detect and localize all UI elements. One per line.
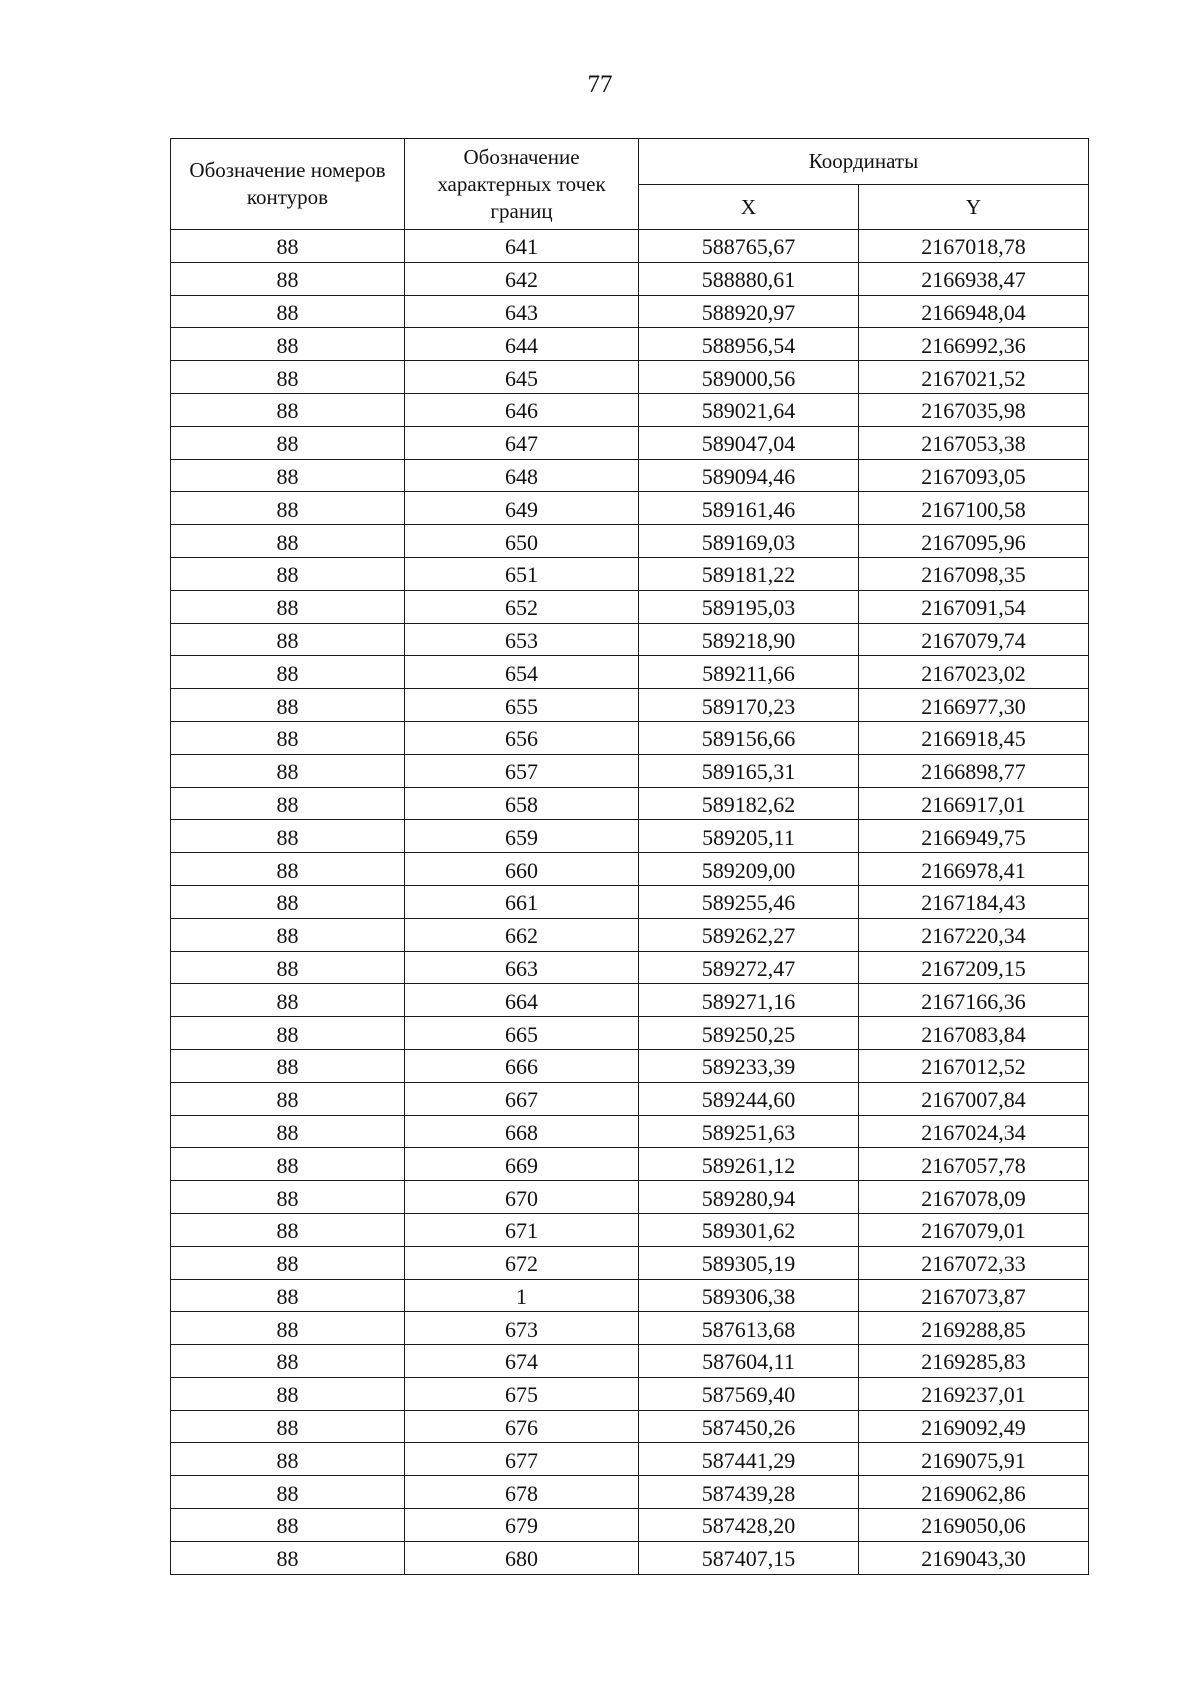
contour-number-cell: 88 [171, 1181, 405, 1214]
table-row [171, 623, 1089, 656]
table-row [171, 984, 1089, 1017]
y-coordinate-cell: 2166938,47 [859, 262, 1089, 295]
contour-number-cell: 88 [171, 1410, 405, 1443]
point-number-cell: 653 [405, 623, 639, 656]
x-coordinate-cell: 589272,47 [639, 951, 859, 984]
y-coordinate-cell: 2166918,45 [859, 721, 1089, 754]
contour-number-cell: 88 [171, 918, 405, 951]
contour-number-cell: 88 [171, 426, 405, 459]
point-number-cell: 677 [405, 1443, 639, 1476]
table-row [171, 1213, 1089, 1246]
table-row [171, 656, 1089, 689]
x-coordinate-cell: 589280,94 [639, 1181, 859, 1214]
header-y: Y [859, 185, 1089, 230]
y-coordinate-cell: 2169062,86 [859, 1476, 1089, 1509]
contour-number-cell: 88 [171, 656, 405, 689]
table-row [171, 787, 1089, 820]
point-number-cell: 658 [405, 787, 639, 820]
table-row [171, 853, 1089, 886]
point-number-cell: 663 [405, 951, 639, 984]
header-coordinates: Координаты [639, 139, 1089, 185]
x-coordinate-cell: 589182,62 [639, 787, 859, 820]
point-number-cell: 662 [405, 918, 639, 951]
point-number-cell: 657 [405, 754, 639, 787]
contour-number-cell: 88 [171, 984, 405, 1017]
table-row [171, 754, 1089, 787]
x-coordinate-cell: 587407,15 [639, 1541, 859, 1574]
point-number-cell: 672 [405, 1246, 639, 1279]
point-number-cell: 642 [405, 262, 639, 295]
y-coordinate-cell: 2169043,30 [859, 1541, 1089, 1574]
contour-number-cell: 88 [171, 754, 405, 787]
x-coordinate-cell: 588880,61 [639, 262, 859, 295]
table-row [171, 1082, 1089, 1115]
table-row [171, 1377, 1089, 1410]
contour-number-cell: 88 [171, 1017, 405, 1050]
x-coordinate-cell: 589244,60 [639, 1082, 859, 1115]
x-coordinate-cell: 589000,56 [639, 361, 859, 394]
point-number-cell: 648 [405, 459, 639, 492]
x-coordinate-cell: 589156,66 [639, 721, 859, 754]
x-coordinate-cell: 589262,27 [639, 918, 859, 951]
header-boundary-points: Обозначение характерных точек границ [405, 139, 639, 230]
contour-number-cell: 88 [171, 1279, 405, 1312]
table-row [171, 1410, 1089, 1443]
y-coordinate-cell: 2167079,74 [859, 623, 1089, 656]
y-coordinate-cell: 2167079,01 [859, 1213, 1089, 1246]
point-number-cell: 673 [405, 1312, 639, 1345]
contour-number-cell: 88 [171, 525, 405, 558]
x-coordinate-cell: 589209,00 [639, 853, 859, 886]
x-coordinate-cell: 589233,39 [639, 1049, 859, 1082]
x-coordinate-cell: 589181,22 [639, 557, 859, 590]
contour-number-cell: 88 [171, 689, 405, 722]
y-coordinate-cell: 2167057,78 [859, 1148, 1089, 1181]
x-coordinate-cell: 589169,03 [639, 525, 859, 558]
y-coordinate-cell: 2167023,02 [859, 656, 1089, 689]
contour-number-cell: 88 [171, 1082, 405, 1115]
point-number-cell: 679 [405, 1509, 639, 1542]
contour-number-cell: 88 [171, 787, 405, 820]
contour-number-cell: 88 [171, 951, 405, 984]
contour-number-cell: 88 [171, 557, 405, 590]
x-coordinate-cell: 588920,97 [639, 295, 859, 328]
table-row [171, 1049, 1089, 1082]
contour-number-cell: 88 [171, 230, 405, 263]
x-coordinate-cell: 589195,03 [639, 590, 859, 623]
table-header [171, 139, 1089, 230]
table-body [171, 230, 1089, 1575]
table-row [171, 1345, 1089, 1378]
y-coordinate-cell: 2167209,15 [859, 951, 1089, 984]
coordinates-table [170, 138, 1089, 1575]
x-coordinate-cell: 587428,20 [639, 1509, 859, 1542]
y-coordinate-cell: 2167012,52 [859, 1049, 1089, 1082]
header-x: X [639, 185, 859, 230]
point-number-cell: 644 [405, 328, 639, 361]
y-coordinate-cell: 2167098,35 [859, 557, 1089, 590]
contour-number-cell: 88 [171, 1541, 405, 1574]
point-number-cell: 659 [405, 820, 639, 853]
y-coordinate-cell: 2167078,09 [859, 1181, 1089, 1214]
contour-number-cell: 88 [171, 1246, 405, 1279]
point-number-cell: 649 [405, 492, 639, 525]
contour-number-cell: 88 [171, 853, 405, 886]
x-coordinate-cell: 588765,67 [639, 230, 859, 263]
y-coordinate-cell: 2167220,34 [859, 918, 1089, 951]
y-coordinate-cell: 2166978,41 [859, 853, 1089, 886]
x-coordinate-cell: 589301,62 [639, 1213, 859, 1246]
point-number-cell: 676 [405, 1410, 639, 1443]
y-coordinate-cell: 2166948,04 [859, 295, 1089, 328]
y-coordinate-cell: 2167184,43 [859, 885, 1089, 918]
table-row [171, 951, 1089, 984]
point-number-cell: 641 [405, 230, 639, 263]
point-number-cell: 664 [405, 984, 639, 1017]
contour-number-cell: 88 [171, 328, 405, 361]
contour-number-cell: 88 [171, 1312, 405, 1345]
point-number-cell: 665 [405, 1017, 639, 1050]
x-coordinate-cell: 589094,46 [639, 459, 859, 492]
contour-number-cell: 88 [171, 1213, 405, 1246]
x-coordinate-cell: 589205,11 [639, 820, 859, 853]
point-number-cell: 661 [405, 885, 639, 918]
y-coordinate-cell: 2167093,05 [859, 459, 1089, 492]
point-number-cell: 1 [405, 1279, 639, 1312]
table-row [171, 361, 1089, 394]
table-row [171, 230, 1089, 263]
x-coordinate-cell: 589255,46 [639, 885, 859, 918]
x-coordinate-cell: 589161,46 [639, 492, 859, 525]
table-row [171, 590, 1089, 623]
contour-number-cell: 88 [171, 1443, 405, 1476]
y-coordinate-cell: 2166898,77 [859, 754, 1089, 787]
table-row [171, 1312, 1089, 1345]
y-coordinate-cell: 2166992,36 [859, 328, 1089, 361]
x-coordinate-cell: 589306,38 [639, 1279, 859, 1312]
table-row [171, 1279, 1089, 1312]
y-coordinate-cell: 2169075,91 [859, 1443, 1089, 1476]
table-row [171, 459, 1089, 492]
header-contour-numbers: Обозначение номеров контуров [171, 139, 405, 230]
point-number-cell: 643 [405, 295, 639, 328]
point-number-cell: 680 [405, 1541, 639, 1574]
contour-number-cell: 88 [171, 1476, 405, 1509]
table-row [171, 1541, 1089, 1574]
y-coordinate-cell: 2169050,06 [859, 1509, 1089, 1542]
contour-number-cell: 88 [171, 393, 405, 426]
y-coordinate-cell: 2167100,58 [859, 492, 1089, 525]
table-row [171, 492, 1089, 525]
table-row [171, 1246, 1089, 1279]
y-coordinate-cell: 2169285,83 [859, 1345, 1089, 1378]
table-row [171, 1509, 1089, 1542]
point-number-cell: 660 [405, 853, 639, 886]
contour-number-cell: 88 [171, 1345, 405, 1378]
x-coordinate-cell: 589047,04 [639, 426, 859, 459]
y-coordinate-cell: 2166917,01 [859, 787, 1089, 820]
y-coordinate-cell: 2167166,36 [859, 984, 1089, 1017]
y-coordinate-cell: 2167095,96 [859, 525, 1089, 558]
x-coordinate-cell: 589021,64 [639, 393, 859, 426]
contour-number-cell: 88 [171, 1377, 405, 1410]
table-row [171, 426, 1089, 459]
x-coordinate-cell: 589261,12 [639, 1148, 859, 1181]
point-number-cell: 678 [405, 1476, 639, 1509]
x-coordinate-cell: 587439,28 [639, 1476, 859, 1509]
point-number-cell: 651 [405, 557, 639, 590]
x-coordinate-cell: 587569,40 [639, 1377, 859, 1410]
x-coordinate-cell: 587604,11 [639, 1345, 859, 1378]
page-number: 77 [587, 71, 613, 98]
table-row [171, 721, 1089, 754]
x-coordinate-cell: 589250,25 [639, 1017, 859, 1050]
point-number-cell: 656 [405, 721, 639, 754]
y-coordinate-cell: 2167091,54 [859, 590, 1089, 623]
contour-number-cell: 88 [171, 262, 405, 295]
point-number-cell: 674 [405, 1345, 639, 1378]
x-coordinate-cell: 589218,90 [639, 623, 859, 656]
x-coordinate-cell: 588956,54 [639, 328, 859, 361]
y-coordinate-cell: 2167083,84 [859, 1017, 1089, 1050]
point-number-cell: 667 [405, 1082, 639, 1115]
contour-number-cell: 88 [171, 623, 405, 656]
x-coordinate-cell: 589271,16 [639, 984, 859, 1017]
table-row [171, 885, 1089, 918]
contour-number-cell: 88 [171, 1115, 405, 1148]
point-number-cell: 666 [405, 1049, 639, 1082]
contour-number-cell: 88 [171, 721, 405, 754]
y-coordinate-cell: 2167021,52 [859, 361, 1089, 394]
table-row [171, 918, 1089, 951]
contour-number-cell: 88 [171, 1509, 405, 1542]
y-coordinate-cell: 2167053,38 [859, 426, 1089, 459]
x-coordinate-cell: 589211,66 [639, 656, 859, 689]
y-coordinate-cell: 2166949,75 [859, 820, 1089, 853]
contour-number-cell: 88 [171, 885, 405, 918]
contour-number-cell: 88 [171, 820, 405, 853]
table-row [171, 525, 1089, 558]
point-number-cell: 671 [405, 1213, 639, 1246]
x-coordinate-cell: 589305,19 [639, 1246, 859, 1279]
x-coordinate-cell: 589251,63 [639, 1115, 859, 1148]
y-coordinate-cell: 2167018,78 [859, 230, 1089, 263]
x-coordinate-cell: 587450,26 [639, 1410, 859, 1443]
point-number-cell: 647 [405, 426, 639, 459]
y-coordinate-cell: 2167073,87 [859, 1279, 1089, 1312]
point-number-cell: 668 [405, 1115, 639, 1148]
point-number-cell: 670 [405, 1181, 639, 1214]
contour-number-cell: 88 [171, 361, 405, 394]
contour-number-cell: 88 [171, 295, 405, 328]
point-number-cell: 655 [405, 689, 639, 722]
table-row [171, 1476, 1089, 1509]
table-row [171, 1148, 1089, 1181]
point-number-cell: 646 [405, 393, 639, 426]
point-number-cell: 650 [405, 525, 639, 558]
table-row [171, 393, 1089, 426]
table-row [171, 689, 1089, 722]
table-row [171, 820, 1089, 853]
x-coordinate-cell: 587613,68 [639, 1312, 859, 1345]
y-coordinate-cell: 2166977,30 [859, 689, 1089, 722]
table-row [171, 1115, 1089, 1148]
contour-number-cell: 88 [171, 492, 405, 525]
point-number-cell: 675 [405, 1377, 639, 1410]
contour-number-cell: 88 [171, 459, 405, 492]
y-coordinate-cell: 2167007,84 [859, 1082, 1089, 1115]
point-number-cell: 654 [405, 656, 639, 689]
table-row [171, 295, 1089, 328]
y-coordinate-cell: 2169092,49 [859, 1410, 1089, 1443]
x-coordinate-cell: 587441,29 [639, 1443, 859, 1476]
table-row [171, 328, 1089, 361]
y-coordinate-cell: 2167035,98 [859, 393, 1089, 426]
point-number-cell: 669 [405, 1148, 639, 1181]
table-row [171, 1443, 1089, 1476]
table-row [171, 1181, 1089, 1214]
table-row [171, 1017, 1089, 1050]
y-coordinate-cell: 2167072,33 [859, 1246, 1089, 1279]
contour-number-cell: 88 [171, 590, 405, 623]
table-row [171, 262, 1089, 295]
y-coordinate-cell: 2169237,01 [859, 1377, 1089, 1410]
contour-number-cell: 88 [171, 1049, 405, 1082]
y-coordinate-cell: 2169288,85 [859, 1312, 1089, 1345]
x-coordinate-cell: 589165,31 [639, 754, 859, 787]
point-number-cell: 645 [405, 361, 639, 394]
contour-number-cell: 88 [171, 1148, 405, 1181]
table-row [171, 557, 1089, 590]
y-coordinate-cell: 2167024,34 [859, 1115, 1089, 1148]
point-number-cell: 652 [405, 590, 639, 623]
x-coordinate-cell: 589170,23 [639, 689, 859, 722]
